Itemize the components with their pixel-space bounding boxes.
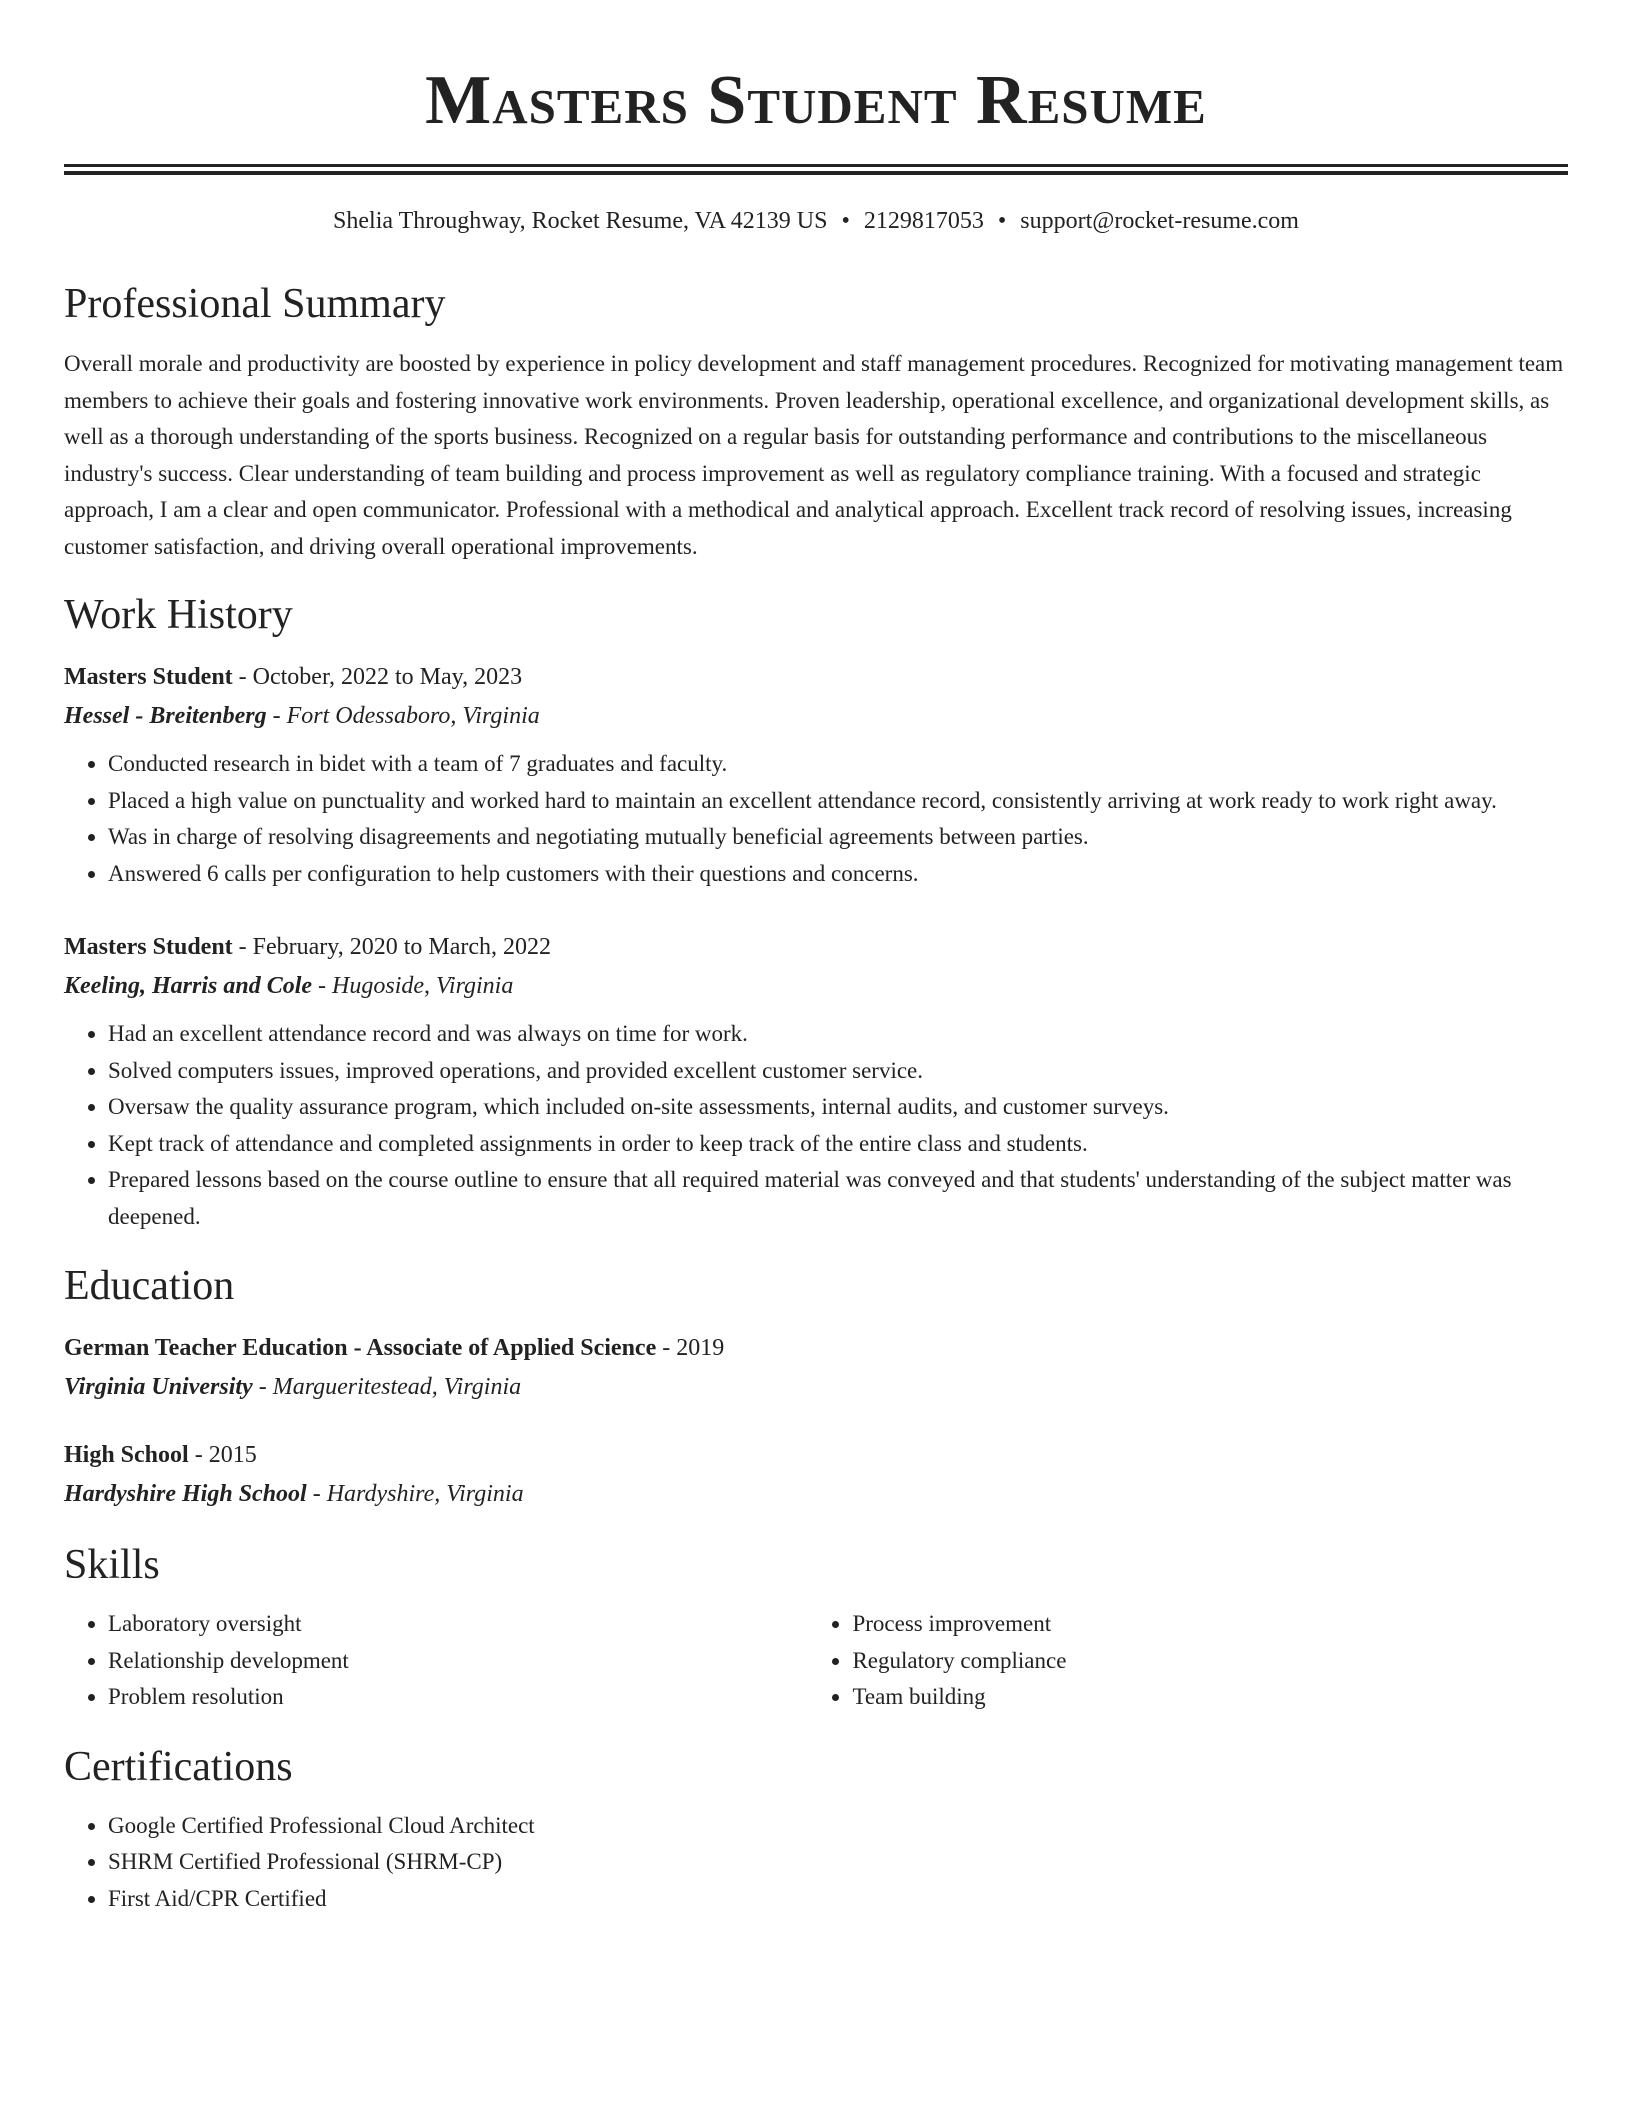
skill-item: • Relationship development [108,1643,808,1680]
certifications-section [64,1742,1568,1918]
summary-heading: Professional Summary [64,281,446,327]
job-title-line [64,928,1568,966]
job-dates: - October, 2022 to May, 2023 [232,664,523,690]
job-company-line [64,696,1568,736]
education-degree-line [64,1436,1568,1474]
skill-item: • Laboratory oversight [108,1606,808,1643]
education-section [64,1261,1568,1514]
job-bullet: • Had an excellent attendance record and was always on time for work. [108,1016,1568,1053]
contact-address: Shelia Throughway, Rocket Resume, VA 42139 US [333,208,828,234]
education-location: - Margueritestead, Virginia [252,1374,522,1400]
job-location: - Hugoside, Virginia [312,973,514,999]
job-bullet: • Conducted research in bidet with a team of 7 graduates and faculty. [108,746,1568,783]
skill-item: • Regulatory compliance [852,1643,1568,1680]
contact-email: support@rocket-resume.com [1020,208,1299,234]
skill-item: • Process improvement [852,1606,1568,1643]
contact-separator: • [841,208,850,234]
education-entry [64,1436,1568,1514]
summary-text: Overall morale and productivity are boosted by experience in policy development and staff management procedures. Recognized for motivating management team members to achieve their goals and fostering innovative work environments. Proven leadership, operational excellence, and organizational development skills, as well as a thorough understanding of the sports business. Recognized on a regular basis for outstanding performance and contributions to the miscellaneous industry's success. Clear understanding of team building and process improvement as well as regulatory compliance training. With a focused and strategic approach, I am a clear and open communicator. Professional with a methodical and analytical approach. Excellent track record of resolving issues, increasing customer satisfaction, and driving overall operational improvements. [64,351,1564,559]
work-history-section [64,590,1568,1235]
skill-item: • Team building [852,1679,1568,1716]
job-company: Hessel - Breitenberg [64,703,267,729]
certification-item: • SHRM Certified Professional (SHRM-CP) [108,1844,1568,1881]
education-school-line [64,1474,1568,1514]
job-bullets [64,746,1568,892]
title-divider [64,164,1568,175]
education-heading: Education [64,1263,235,1309]
job-bullet: • Oversaw the quality assurance program, which included on-site assessments, internal audits, and customer surveys. [108,1089,1568,1126]
job-entry [64,928,1568,1235]
education-school: Virginia University [64,1374,253,1400]
job-entry [64,658,1568,892]
education-school: Hardyshire High School [64,1481,307,1507]
job-bullets [64,1016,1568,1235]
job-bullet: • Kept track of attendance and completed assignments in order to keep track of the entire class and students. [108,1126,1568,1163]
contact-phone: 2129817053 [863,208,984,234]
skills-heading: Skills [64,1542,160,1588]
education-school-line [64,1367,1568,1407]
certifications-heading: Certifications [64,1743,293,1790]
education-degree: German Teacher Education - Associate of Applied Science [64,1335,657,1361]
education-degree: High School [64,1442,189,1468]
job-bullet: • Solved computers issues, improved operations, and provided excellent customer service. [108,1053,1568,1090]
education-entry [64,1329,1568,1407]
job-bullet: • Answered 6 calls per configuration to help customers with their questions and concerns. [108,856,1568,893]
education-degree-line [64,1329,1568,1367]
skills-column-right [808,1606,1568,1716]
job-title-line [64,658,1568,696]
contact-separator: • [997,208,1007,234]
summary-section [64,279,1568,565]
education-year: - 2019 [656,1335,725,1361]
job-bullet: • Prepared lessons based on the course outline to ensure that all required material was conveyed and that students' understanding of the subject matter was deepened. [108,1162,1568,1235]
job-bullet: • Placed a high value on punctuality and worked hard to maintain an excellent attendance record, consistently arriving at work ready to work right away. [108,783,1568,820]
work-history-heading: Work History [64,592,293,638]
education-year: - 2015 [188,1442,257,1468]
contact-line [64,205,1568,237]
job-dates: - February, 2020 to March, 2022 [232,934,552,960]
skills-section [64,1540,1568,1716]
resume-title: Masters Student Resume [425,62,1207,139]
certifications-list [64,1808,1568,1918]
education-location: - Hardyshire, Virginia [306,1481,524,1507]
skill-item: • Problem resolution [108,1679,808,1716]
job-location: - Fort Odessaboro, Virginia [266,703,540,729]
job-title: Masters Student [64,934,233,960]
job-company: Keeling, Harris and Cole [64,973,313,999]
certification-item: • Google Certified Professional Cloud Architect [108,1808,1568,1845]
job-bullet: • Was in charge of resolving disagreements and negotiating mutually beneficial agreements between parties. [108,819,1568,856]
job-company-line [64,966,1568,1006]
certification-item: • First Aid/CPR Certified [108,1881,1568,1918]
skills-column-left [64,1606,808,1716]
skills-grid [64,1606,1568,1716]
job-title: Masters Student [64,664,233,690]
